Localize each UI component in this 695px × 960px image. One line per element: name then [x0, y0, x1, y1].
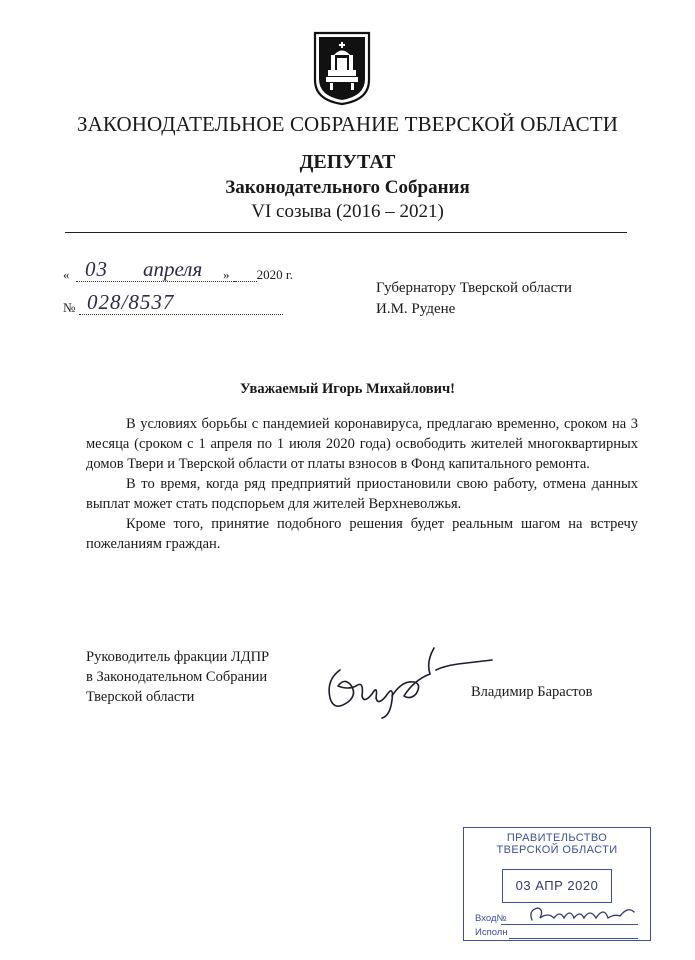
addressee: [376, 278, 572, 320]
position-line-2: в Законодательном Собрании: [86, 669, 268, 685]
deputy-subtitle: Законодательного Собрания: [225, 177, 470, 198]
header-divider: [65, 232, 627, 233]
stamp-handwritten-mark: [524, 898, 644, 930]
outgoing-number-line: [63, 290, 283, 318]
stamp-line-2: ТВЕРСКОЙ ОБЛАСТИ: [496, 844, 618, 856]
handwritten-number: 028/8537: [87, 290, 175, 314]
addressee-line-1: Губернатору Тверской области: [376, 280, 572, 296]
registration-stamp: [463, 827, 651, 941]
handwritten-day: 03: [85, 257, 108, 281]
date-dotted-line-2: [233, 281, 257, 282]
signer-position: [86, 647, 269, 707]
greeting: Уважаемый Игорь Михайлович!: [240, 381, 455, 397]
position-line-3: Тверской области: [86, 689, 195, 705]
addressee-line-2: И.М. Рудене: [376, 301, 456, 317]
date-year: 2020 г.: [256, 267, 293, 282]
date-quote-close: »: [223, 267, 230, 282]
letter-body: [86, 414, 638, 554]
organization-name: ЗАКОНОДАТЕЛЬНОЕ СОБРАНИЕ ТВЕРСКОЙ ОБЛАСТИ: [77, 112, 618, 136]
outgoing-date-line: [63, 257, 293, 285]
stamp-executor-label: Исполн: [475, 927, 508, 938]
paragraph: В условиях борьбы с пандемией коронавируса, предлагаю временно, сроком на 3 месяца (сроком с 1 апреля по 1 июля 2020 года) освободить жителей многоквартирных домов Твери и Тверской области от платы взносов в Фонд капитального ремонта.: [86, 416, 638, 472]
stamp-line-1: ПРАВИТЕЛЬСТВО: [506, 832, 608, 844]
deputy-title: ДЕПУТАТ: [299, 151, 396, 173]
convocation: VI созыва (2016 – 2021): [251, 201, 444, 222]
stamp-date: 03 АПР 2020: [502, 869, 612, 903]
handwritten-month: апреля: [143, 257, 203, 281]
stamp-incoming-label: Вход№: [475, 913, 507, 924]
stamp-executor-underline: [509, 938, 638, 939]
position-line-1: Руководитель фракции ЛДПР: [86, 649, 270, 665]
number-label: №: [63, 300, 76, 315]
coat-of-arms-emblem: [312, 30, 372, 106]
signer-name: Владимир Барастов: [471, 684, 593, 700]
handwritten-signature: [318, 640, 498, 720]
paragraph: Кроме того, принятие подобного решения будет реальным шагом на встречу пожеланиям граждан.: [86, 516, 638, 552]
date-quote-open: «: [63, 267, 70, 282]
paragraph: В то время, когда ряд предприятий приостановили свою работу, отмена данных выплат может стать подспорьем для жителей Верхневолжья.: [86, 476, 638, 512]
